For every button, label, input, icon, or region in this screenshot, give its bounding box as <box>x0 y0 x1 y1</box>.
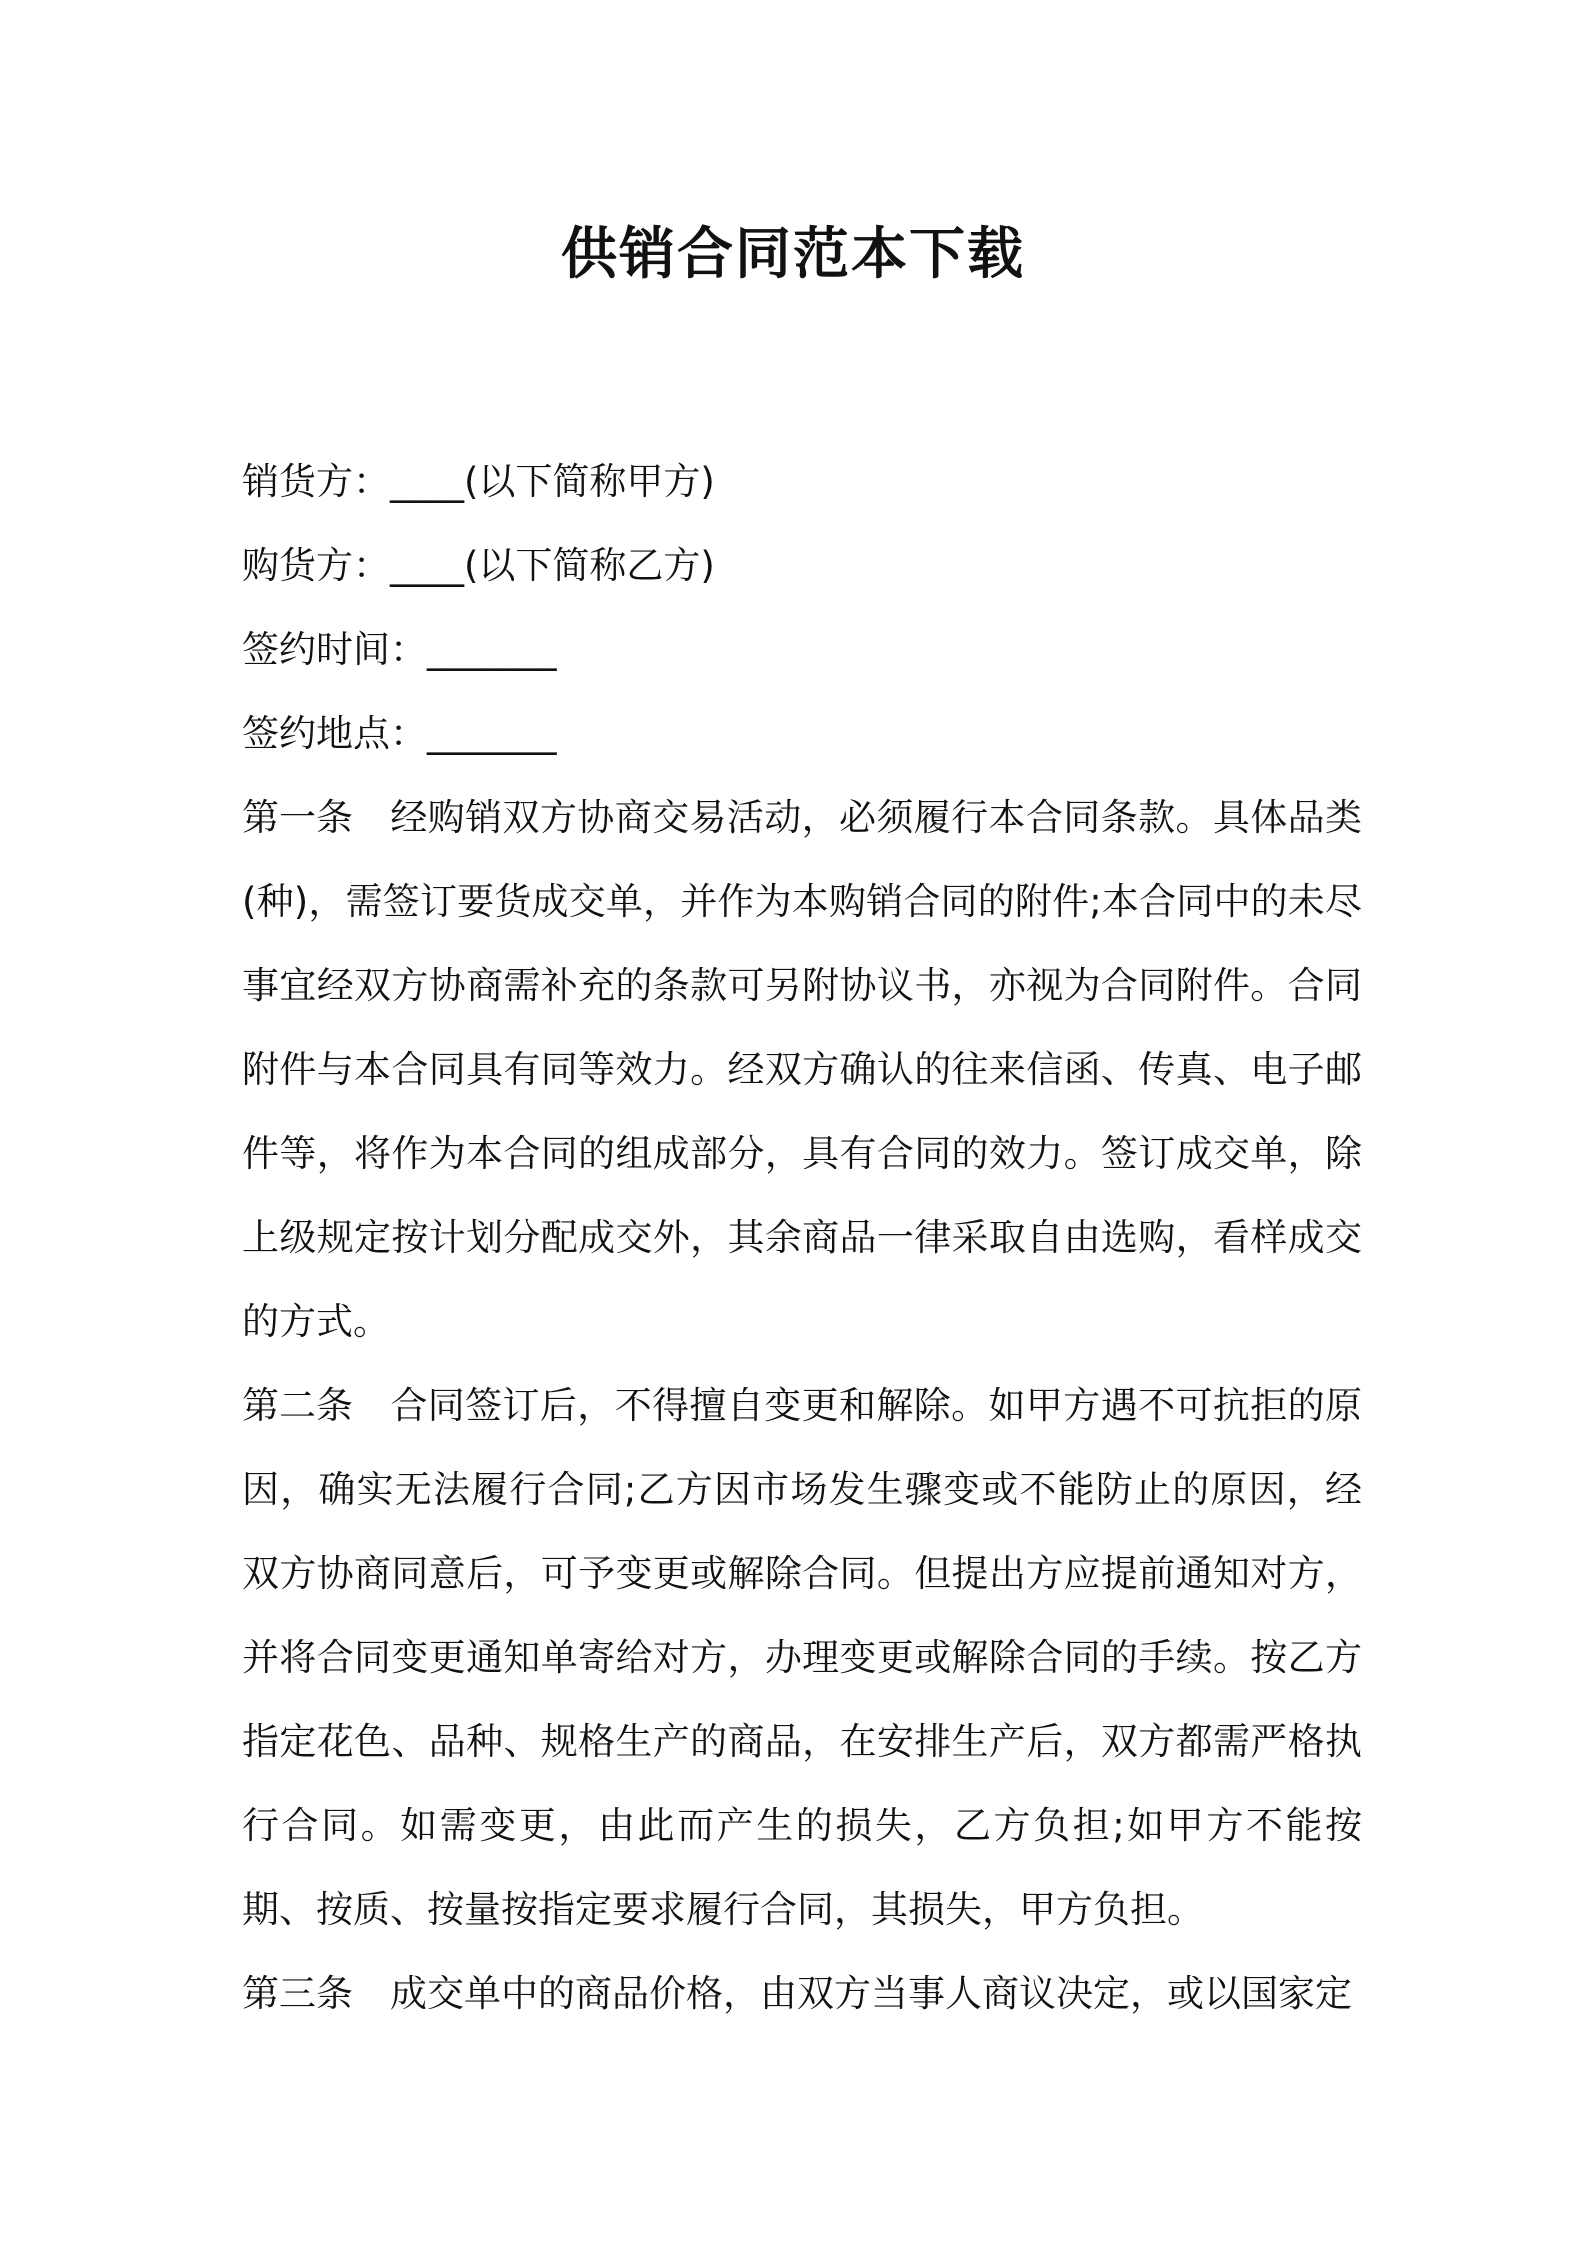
article-1-text: 经购销双方协商交易活动，必须履行本合同条款。具体品类(种)，需签订要货成交单，并作为本购销合同的附件;本合同中的未尽事宜经双方协商需补充的条款可另附协议书，亦视为合同附件。合同附件与本合同具有同等效力。经双方确认的往来信函、传真、电子邮件等，将作为本合同的组成部分，具有合同的效力。签订成交单，除上级规定按计划分配成交外，其余商品一律采取自由选购，看样成交的方式。 <box>242 796 1362 1343</box>
seller-field <box>242 440 1362 524</box>
signing-place-value: _______ <box>427 712 557 755</box>
article-3-label: 第三条 <box>242 1972 353 2015</box>
document-title: 供销合同范本下载 <box>561 222 1025 287</box>
signing-place-field <box>242 692 1362 776</box>
seller-value: ____(以下简称甲方) <box>390 460 715 503</box>
article-2-label: 第二条 <box>242 1384 353 1427</box>
article-3-text: 成交单中的商品价格，由双方当事人商议决定，或以国家定 <box>390 1972 1352 2015</box>
article-1-label: 第一条 <box>242 796 353 839</box>
article-2 <box>242 1364 1362 1952</box>
article-1 <box>242 776 1362 1364</box>
signing-place-label: 签约地点： <box>242 712 427 755</box>
signing-time-field <box>242 608 1362 692</box>
signing-time-label: 签约时间： <box>242 628 427 671</box>
buyer-field <box>242 524 1362 608</box>
buyer-label: 购货方： <box>242 544 390 587</box>
document-body <box>242 440 1362 2036</box>
signing-time-value: _______ <box>427 628 557 671</box>
buyer-value: ____(以下简称乙方) <box>390 544 715 587</box>
seller-label: 销货方： <box>242 460 390 503</box>
article-3 <box>242 1952 1362 2036</box>
article-2-text: 合同签订后，不得擅自变更和解除。如甲方遇不可抗拒的原因，确实无法履行合同;乙方因市场发生骤变或不能防止的原因，经双方协商同意后，可予变更或解除合同。但提出方应提前通知对方，并将合同变更通知单寄给对方，办理变更或解除合同的手续。按乙方指定花色、品种、规格生产的商品，在安排生产后，双方都需严格执行合同。如需变更，由此而产生的损失，乙方负担;如甲方不能按期、按质、按量按指定要求履行合同，其损失，甲方负担。 <box>242 1384 1362 1931</box>
